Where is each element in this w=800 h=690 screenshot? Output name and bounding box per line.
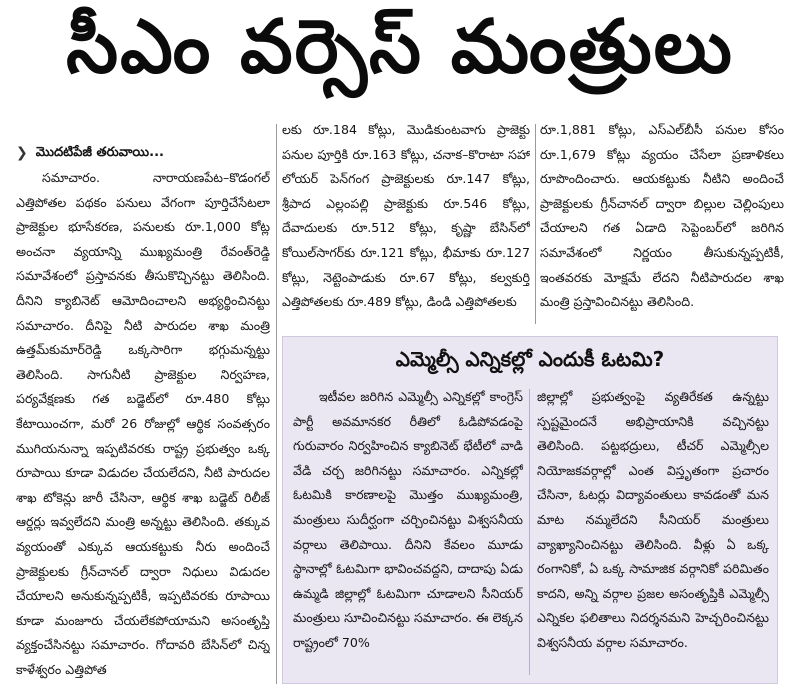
kicker-label: మొదటిపేజీ తరువాయి... — [35, 144, 164, 160]
column-divider — [276, 124, 277, 684]
sidebar-title: ఎమ్మెల్సీ ఎన్నికల్లో ఎందుకీ ఓటమి? — [395, 346, 665, 371]
sidebar-column-2 — [537, 385, 769, 681]
headline: సీఎం వర్సెస్ మంత్రులు — [66, 4, 734, 90]
column-divider — [535, 124, 536, 324]
sidebar-column-divider — [529, 389, 530, 675]
sidebar-box — [282, 336, 778, 684]
article-column-3 — [540, 118, 784, 328]
sidebar-column-1 — [293, 385, 523, 681]
article-paragraph: సమాచారం. నారాయణపేట–కొడంగల్ ఎత్తిపోతల పథకం పనులు వేగంగా పూర్తిచేసేటలా ప్రాజెక్టుల భూసేకరణ, పనులకు రూ.1,000 కోట్ల అంచనా వ్యయాన్ని ముఖ్యమంత్రి రేవంత్‌రెడ్డి సమావేశంలో ప్రస్తావనకు తీసుకొచ్చినట్టు తెలిసింది. దీనిని క్యాబినెట్ ఆమోదించాలని అభ్యర్థించినట్టు సమాచారం. దీనిపై నీటి పారుదల శాఖ మంత్రి ఉత్తమ్‌కుమార్‌రెడ్డి ఒక్కసారిగా భగ్గుమన్నట్టు తెలిసింది. సాగునీటి ప్రాజెక్టుల నిర్వహణ, పర్యవేక్షణకు గత బడ్జెట్‌లో రూ.480 కోట్లు కేటాయించగా, మరో 26 రోజుల్లో ఆర్థిక సంవత్సరం ముగియనున్నా ఇప్పటివరకు రాష్ట్ర ప్రభుత్వం ఒక్క రూపాయి కూడా విడుదల చేయలేదని, నీటి పారుదల శాఖ టోకెన్లు జారీ చేసినా, ఆర్థిక శాఖ బడ్జెట్ రిలీజ్ ఆర్డర్లు ఇవ్వలేదని మంత్రి అన్నట్టు తెలిసింది. తక్కువ వ్యయంతో ఎక్కువ ఆయకట్టుకు నీరు అందించే ప్రాజెక్టులకు గ్రీన్‌చానల్ ద్వారా నిధులు విడుదల చేయాలని అనుకున్నప్పటికీ, ఇప్పటివరకు రూపాయి కూడా మంజూరు చేయలేకపోయామని అసంతృప్తి వ్యక్తంచేసినట్టు సమాచారం. గోదావరి బేసిన్‌లో చిన్న కాళేశ్వరం ఎత్తిపోత — [16, 170, 270, 677]
continuation-kicker[interactable] — [16, 140, 270, 166]
sidebar-paragraph: జిల్లాల్లో ప్రభుత్వంపై వ్యతిరేకత ఉన్నట్టు స్పష్టమైందనే అభిప్రాయానికి వచ్చినట్టు తెలిసింది. పట్టభద్రులు, టీచర్ ఎమ్మెల్సీల నియోజకవర్గాల్లో ఎంత విస్తృతంగా ప్రచారం చేసినా, ఓటర్లు విద్యావంతులు కావడంతో మన మాట నమ్మలేదని సీనియర్ మంత్రులు వ్యాఖ్యానించినట్టు తెలిసింది. వీళ్లు ఏ ఒక్క రంగానికో, ఏ ఒక్క సామాజిక వర్గానికో పరిమితం కాదని, అన్ని వర్గాల ప్రజల అసంతృప్తికి ఎమ్మెల్సీ ఎన్నికల ఫలితాలు నిదర్శనమని హెచ్చరించినట్టు విశ్వసనీయ వర్గాల సమాచారం. — [537, 389, 769, 650]
chevron-right-icon: ❯ — [16, 144, 28, 161]
article-paragraph: రూ.1,881 కోట్లు, ఎస్ఎల్‌బీసీ పనుల కోసం రూ.1,679 కోట్లు వ్యయం చేసేలా ప్రణాళికలు రూపొందించారు. ఆయకట్టుకు నీటిని అందించే ప్రాజెక్టులకు గ్రీన్‌చానల్ ద్వారా బిల్లుల చెల్లింపులు చేయాలని గత ఏడాది సెప్టెంబర్‌లో జరిగిన సమావేశంలో నిర్ణయం తీసుకున్నప్పటికీ, ఇంతవరకు మోక్షమే లేదని నీటిపారుదల శాఖ మంత్రి ప్రస్తావించినట్టు తెలిసింది. — [540, 122, 784, 310]
article-column-1 — [16, 140, 270, 688]
article-column-2 — [282, 118, 530, 328]
sidebar-paragraph: ఇటీవల జరిగిన ఎమ్మెల్సీ ఎన్నికల్లో కాంగ్రెస్ పార్టీ అవమానకర రీతిలో ఓడిపోవడంపై గురువారం నిర్వహించిన క్యాబినెట్ భేటీలో వాడి వేడి చర్చ జరిగినట్టు సమాచారం. ఎన్నికల్లో ఓటమికి కారణాలపై మొత్తం ముఖ్యమంత్రి, మంత్రులు సుదీర్ఘంగా చర్చించినట్టు విశ్వసనీయ వర్గాలు తెలిపాయి. దీనిని కేవలం మూడు స్థానాల్లో ఓటమిగా భావించవద్దని, దాదాపు ఏడు ఉమ్మడి జిల్లాల్లో ఓటమిగా చూడాలని సీనియర్ మంత్రులు సూచించినట్టు సమాచారం. ఈ లెక్కన రాష్ట్రంలో 70% — [293, 389, 523, 650]
article-paragraph: లకు రూ.184 కోట్లు, మొడికుంటవాగు ప్రాజెక్టు పనుల పూర్తికి రూ.163 కోట్లు, చనాక–కొరాటా సహా లోయర్ పెన్‌గంగ ప్రాజెక్టులకు రూ.147 కోట్లు, శ్రీపాద ఎల్లంపల్లి ప్రాజెక్టుకు రూ.546 కోట్లు, దేవాదులకు రూ.512 కోట్లు, కృష్ణా బేసిన్‌లో కోయిల్‌సాగర్‌కు రూ.121 కోట్లు, భీమాకు రూ.127 కోట్లు, నెట్టెంపాడుకు రూ.67 కోట్లు, కల్వకుర్తి ఎత్తిపోతలకు రూ.489 కోట్లు, డిండి ఎత్తిపోతలకు — [282, 122, 530, 310]
